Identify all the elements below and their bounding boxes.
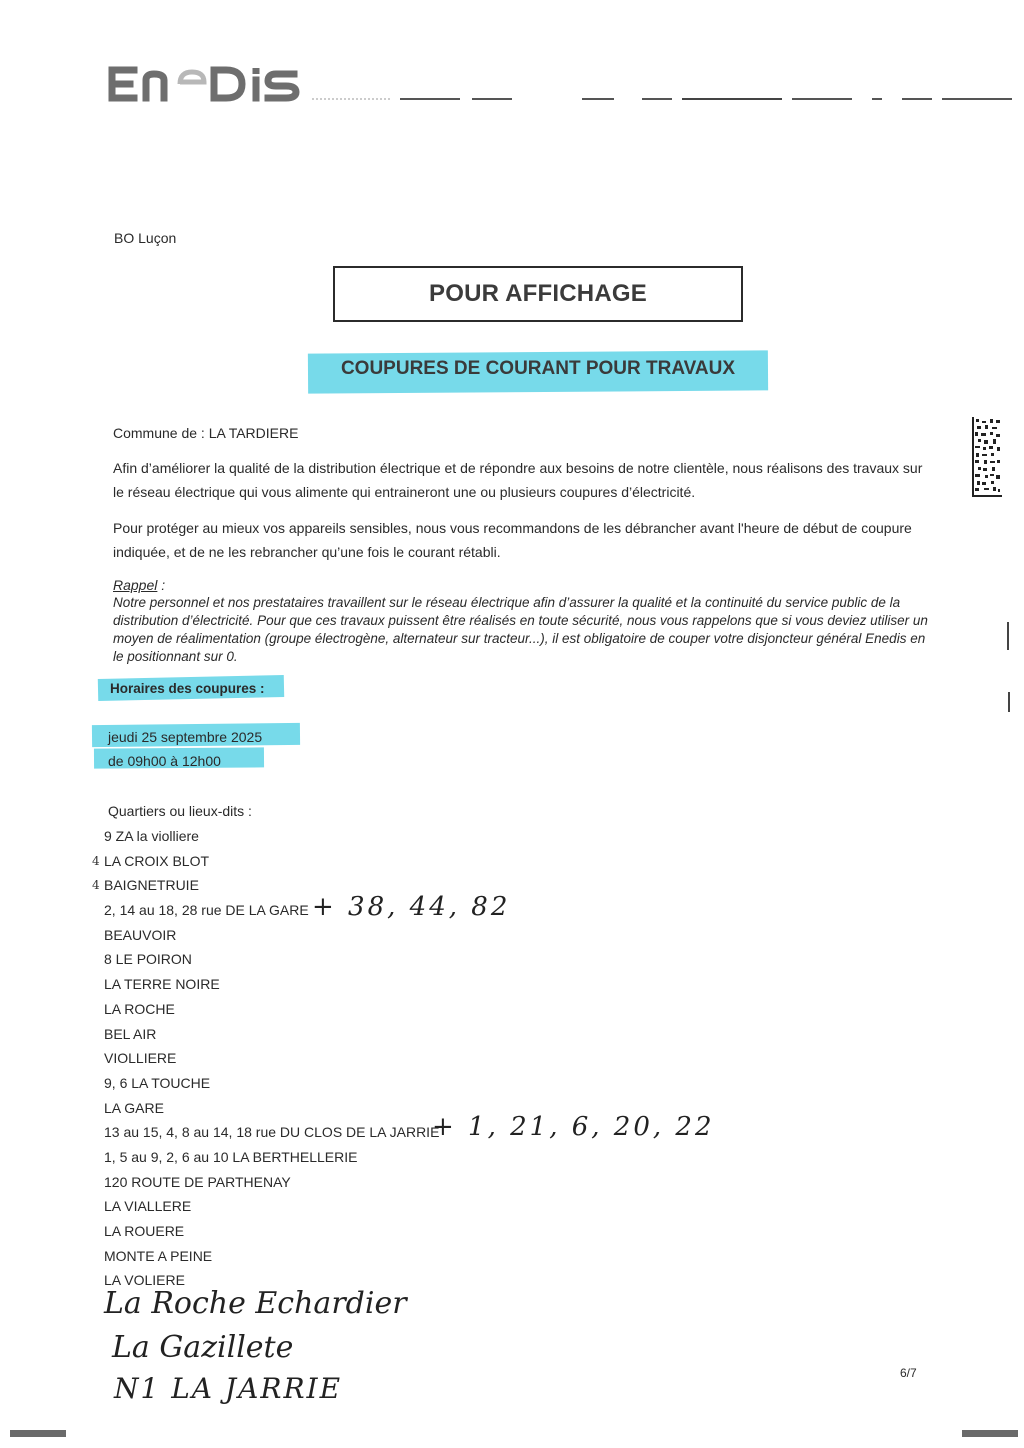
paragraph-intro: Afin d’améliorer la qualité de la distribution électrique et de répondre aux besoins de notre clientèle, nous réalisons des travaux sur le réseau électrique qui vous alimente qui entraineront une ou plusieurs coupures d’électricité.: [113, 460, 923, 500]
subtitle-box: [318, 354, 758, 384]
rappel-title: Rappel: [113, 577, 158, 593]
list-item-label: 9 ZA la violliere: [104, 828, 199, 844]
list-item: [104, 1170, 439, 1195]
list-item-label: MONTE A PEINE: [104, 1247, 213, 1264]
list-item: [104, 1194, 439, 1219]
list-item: [104, 997, 439, 1022]
page-number: 6/7: [900, 1366, 917, 1380]
paragraph-advice: Pour protéger au mieux vos appareils sensibles, nous vous recommandons de les débrancher avant l'heure de début de coupure indiquée, et de ne les rebrancher qu’une fois le courant rétabli.: [113, 520, 912, 560]
list-item-label: VIOLLIERE: [104, 1050, 177, 1067]
footer-mark-left: [10, 1430, 66, 1437]
list-item: [104, 972, 439, 997]
list-item: [104, 824, 439, 849]
list-item: [104, 1120, 439, 1145]
subtitle: COUPURES DE COURANT POUR TRAVAUX: [340, 358, 736, 379]
list-item-label: BEAUVOIR: [104, 926, 177, 943]
handwritten-line-1: La Roche Echardier: [104, 1286, 407, 1321]
office-name: BO Luçon: [114, 230, 177, 246]
rappel-heading: [113, 576, 165, 594]
list-item: [104, 1219, 439, 1244]
list-item-label: 9, 6 LA TOUCHE: [104, 1074, 211, 1091]
handwritten-line-3: N1 LA JARRIE: [114, 1372, 343, 1405]
list-item-label: LA VOLIERE: [104, 1272, 185, 1289]
list-item-label: BAIGNETRUIE: [104, 877, 199, 894]
handwritten-addition-jarrie: + 1, 21, 6, 20, 22: [432, 1112, 715, 1142]
rappel-text: Notre personnel et nos prestataires travaillent sur le réseau électrique afin d’assurer la qualité et la continuité du service public de la distribution d’électricité. Pour que ces travaux puissent être réalisés en toute sécurité, nous vous rappelons que si vous deviez utiliser un moyen de réalimentation (groupe électrogène, alternateur sur tracteur...), il est obligatoire de couper votre disjoncteur général Enedis en le positionnant sur 0.: [113, 595, 928, 664]
enedis-logo: [106, 58, 306, 108]
commune-line: Commune de : LA TARDIERE: [113, 425, 299, 441]
list-item: [104, 947, 439, 972]
list-item-label: LA VIALLERE: [104, 1198, 192, 1215]
list-item-label: LA ROCHE: [104, 1000, 175, 1017]
list-item-label: 120 ROUTE DE PARTHENAY: [104, 1173, 291, 1190]
list-item: [104, 1046, 439, 1071]
list-item-label: LA TERRE NOIRE: [104, 976, 220, 993]
list-item-label: 1, 5 au 9, 2, 6 au 10 LA BERTHELLERIE: [104, 1148, 358, 1165]
handwritten-tick-mark: 4: [92, 853, 100, 868]
datamatrix-code-icon: [972, 417, 1002, 497]
handwritten-line-2: La Gazillete: [112, 1330, 294, 1365]
rappel-title-suffix: :: [157, 577, 166, 593]
list-item: [104, 1145, 439, 1170]
list-item: [104, 1244, 439, 1269]
margin-mark: [1008, 692, 1010, 712]
header-dashed-rule: [312, 96, 1012, 102]
list-item: [104, 1022, 439, 1047]
list-item-label: 8 LE POIRON: [104, 951, 192, 968]
list-item: [104, 1071, 439, 1096]
list-item: [92, 849, 439, 874]
list-item-label: LA CROIX BLOT: [104, 852, 210, 869]
list-item-label: 13 au 15, 4, 8 au 14, 18 rue DU CLOS DE LA JARRIE: [104, 1124, 440, 1141]
outage-time: de 09h00 à 12h00: [108, 753, 221, 769]
list-item-label: LA ROUERE: [104, 1223, 185, 1239]
handwritten-addition-gare: + 38, 44, 82: [312, 892, 511, 922]
list-item-label: BEL AIR: [104, 1025, 157, 1042]
list-item-label: 2, 14 au 18, 28 rue DE LA GARE: [104, 902, 309, 919]
margin-mark: [1007, 622, 1009, 650]
locations-heading: Quartiers ou lieux-dits :: [108, 803, 252, 819]
list-item-label: LA GARE: [104, 1099, 164, 1116]
schedule-heading: Horaires des coupures :: [110, 681, 265, 696]
list-item: [104, 923, 439, 948]
handwritten-tick-mark: 4: [92, 878, 100, 893]
footer-mark-right: [962, 1430, 1018, 1437]
notice-title: POUR AFFICHAGE: [429, 280, 647, 307]
notice-title-box: [333, 266, 743, 322]
list-item: [104, 1096, 439, 1121]
outage-date: jeudi 25 septembre 2025: [108, 729, 263, 745]
